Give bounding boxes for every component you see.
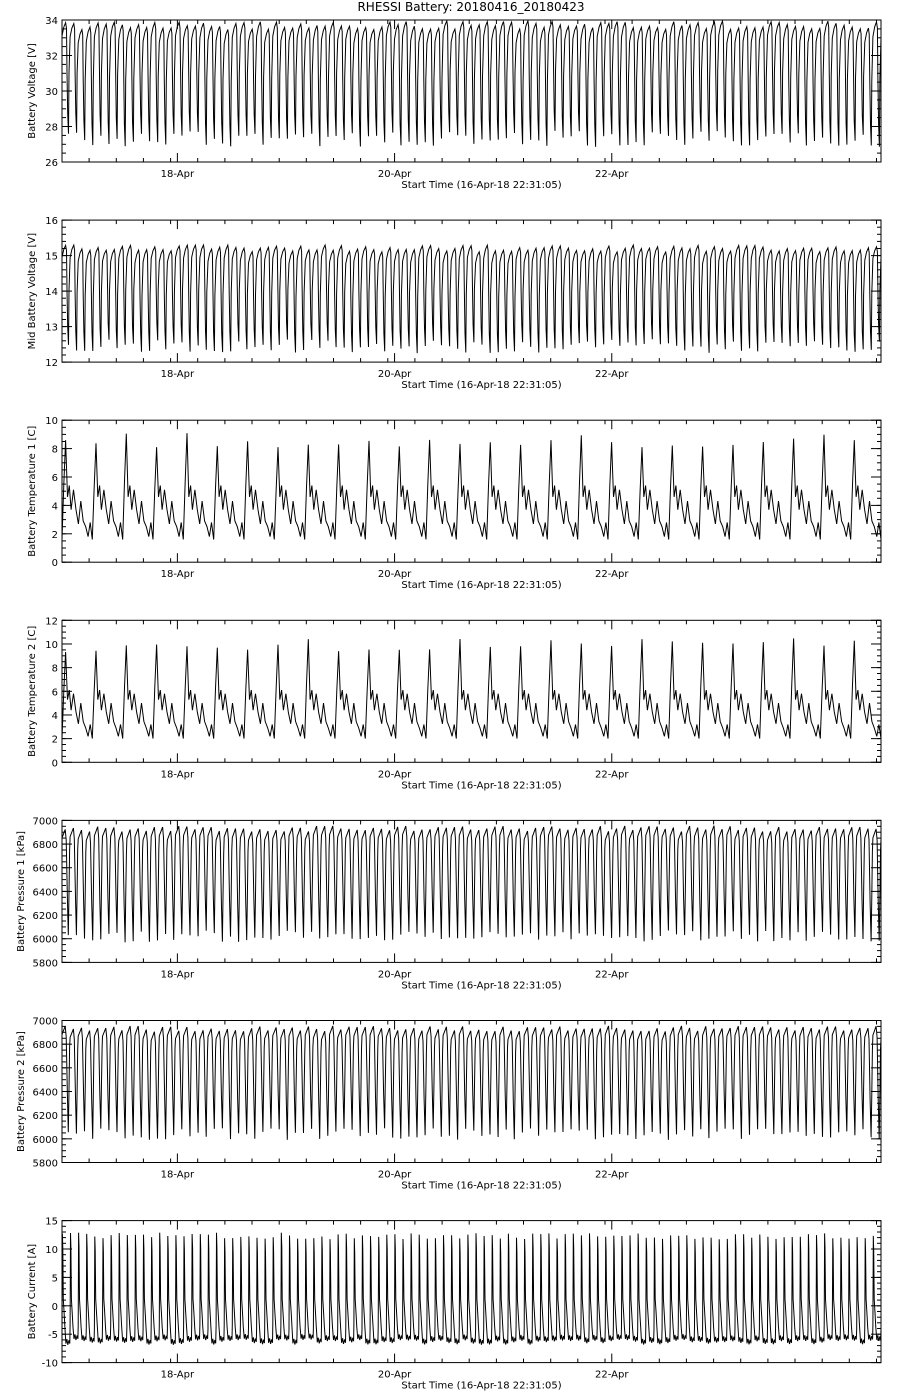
x-axis-label: Start Time (16-Apr-18 22:31:05): [401, 1380, 562, 1392]
y-tick-label: 6400: [32, 887, 58, 899]
panels-container: [16, 16, 900, 1392]
y-tick-label: 28: [45, 122, 58, 134]
y-tick-label: 12: [45, 616, 58, 628]
x-axis-label: Start Time (16-Apr-18 22:31:05): [401, 380, 562, 392]
y-axis-label: Battery Pressure 1 [kPa]: [16, 830, 27, 952]
y-tick-label: 6: [51, 687, 58, 699]
y-tick-label: 15: [45, 1216, 58, 1228]
y-tick-label: 26: [45, 158, 58, 169]
y-tick-label: 14: [45, 287, 58, 299]
y-tick-label: 4: [51, 501, 58, 513]
panel-3: [27, 416, 900, 591]
x-axis-label: Start Time (16-Apr-18 22:31:05): [401, 580, 562, 592]
y-tick-label: 0: [51, 758, 58, 770]
x-tick-label: 22-Apr: [595, 769, 629, 781]
x-tick-label: 20-Apr: [377, 1169, 412, 1181]
y-tick-label: 7000: [32, 816, 58, 828]
x-tick-label: 18-Apr: [160, 769, 195, 781]
y-axis-label: Battery Pressure 2 [kPa]: [16, 1031, 27, 1152]
y-tick-label: 8: [51, 444, 58, 456]
y-tick-label: 12: [45, 358, 58, 370]
y-axis-label: Battery Voltage [V]: [27, 43, 38, 139]
y-tick-label: 5: [51, 1273, 58, 1285]
x-tick-label: 20-Apr: [377, 769, 412, 781]
panel-1: [27, 16, 888, 191]
y-tick-label: 8: [51, 663, 58, 675]
x-tick-label: 18-Apr: [160, 1369, 195, 1381]
x-tick-label: 22-Apr: [595, 569, 629, 581]
y-tick-label: 6200: [32, 911, 58, 923]
x-tick-label: 18-Apr: [160, 969, 195, 981]
x-tick-label: 20-Apr: [377, 1369, 412, 1381]
x-tick-label: 22-Apr: [595, 169, 629, 180]
x-axis-label: Start Time (16-Apr-18 22:31:05): [401, 980, 562, 992]
y-tick-label: 13: [45, 322, 58, 334]
y-tick-label: 2: [51, 734, 58, 746]
y-tick-label: -10: [41, 1358, 58, 1370]
y-tick-label: 30: [45, 87, 58, 98]
y-tick-label: 32: [45, 51, 58, 63]
y-tick-label: 6000: [32, 934, 58, 946]
panel-6: [16, 1017, 889, 1192]
y-tick-label: 6600: [32, 1063, 58, 1075]
y-tick-label: 10: [45, 416, 58, 428]
x-tick-label: 20-Apr: [377, 569, 412, 581]
x-axis-label: Start Time (16-Apr-18 22:31:05): [401, 780, 562, 792]
x-tick-label: 22-Apr: [595, 969, 629, 981]
series-line: [62, 433, 900, 539]
x-tick-label: 22-Apr: [595, 1169, 629, 1181]
x-tick-label: 20-Apr: [377, 369, 412, 381]
x-tick-label: 18-Apr: [160, 369, 195, 381]
y-tick-label: 6000: [32, 1134, 58, 1146]
series-line: [62, 1026, 889, 1140]
series-line: [62, 245, 888, 353]
series-line: [62, 826, 889, 943]
y-tick-label: 6800: [32, 1040, 58, 1052]
y-tick-label: 5800: [32, 958, 58, 970]
x-axis-label: Start Time (16-Apr-18 22:31:05): [401, 1180, 562, 1192]
series-line: [62, 638, 900, 738]
panel-4: [27, 616, 900, 791]
y-tick-label: 6400: [32, 1087, 58, 1099]
y-tick-label: 10: [45, 1245, 58, 1256]
y-axis-label: Battery Temperature 2 [C]: [27, 625, 38, 757]
panel-7: [27, 1217, 889, 1392]
y-tick-label: -5: [48, 1330, 58, 1342]
x-tick-label: 20-Apr: [377, 969, 412, 981]
x-tick-label: 18-Apr: [160, 169, 195, 180]
series-line: [62, 21, 888, 147]
panel-2: [27, 216, 888, 391]
y-tick-label: 6600: [32, 863, 58, 875]
y-axis-label: Battery Current [A]: [27, 1243, 38, 1340]
y-tick-label: 15: [45, 251, 58, 263]
x-tick-label: 18-Apr: [160, 569, 195, 581]
y-tick-label: 16: [45, 216, 58, 228]
x-axis-label: Start Time (16-Apr-18 22:31:05): [401, 180, 562, 191]
y-tick-label: 6800: [32, 840, 58, 852]
x-tick-label: 20-Apr: [377, 169, 412, 180]
series-line: [62, 1233, 889, 1345]
y-tick-label: 6200: [32, 1111, 58, 1123]
y-tick-label: 6: [51, 473, 58, 484]
y-tick-label: 4: [51, 710, 58, 722]
y-axis-label: Battery Temperature 1 [C]: [27, 425, 38, 557]
y-tick-label: 7000: [32, 1016, 58, 1028]
y-tick-label: 0: [51, 558, 58, 570]
y-tick-label: 34: [45, 16, 58, 27]
y-tick-label: 0: [51, 1301, 58, 1313]
y-axis-label: Mid Battery Voltage [V]: [27, 232, 38, 350]
x-tick-label: 18-Apr: [160, 1169, 195, 1181]
x-tick-label: 22-Apr: [595, 369, 629, 381]
y-tick-label: 10: [45, 639, 58, 651]
y-tick-label: 5800: [32, 1158, 58, 1170]
x-tick-label: 22-Apr: [595, 1369, 629, 1381]
figure-title: RHESSI Battery: 20180416_20180423: [357, 0, 585, 14]
y-tick-label: 2: [51, 529, 58, 541]
panel-5: [16, 816, 889, 991]
